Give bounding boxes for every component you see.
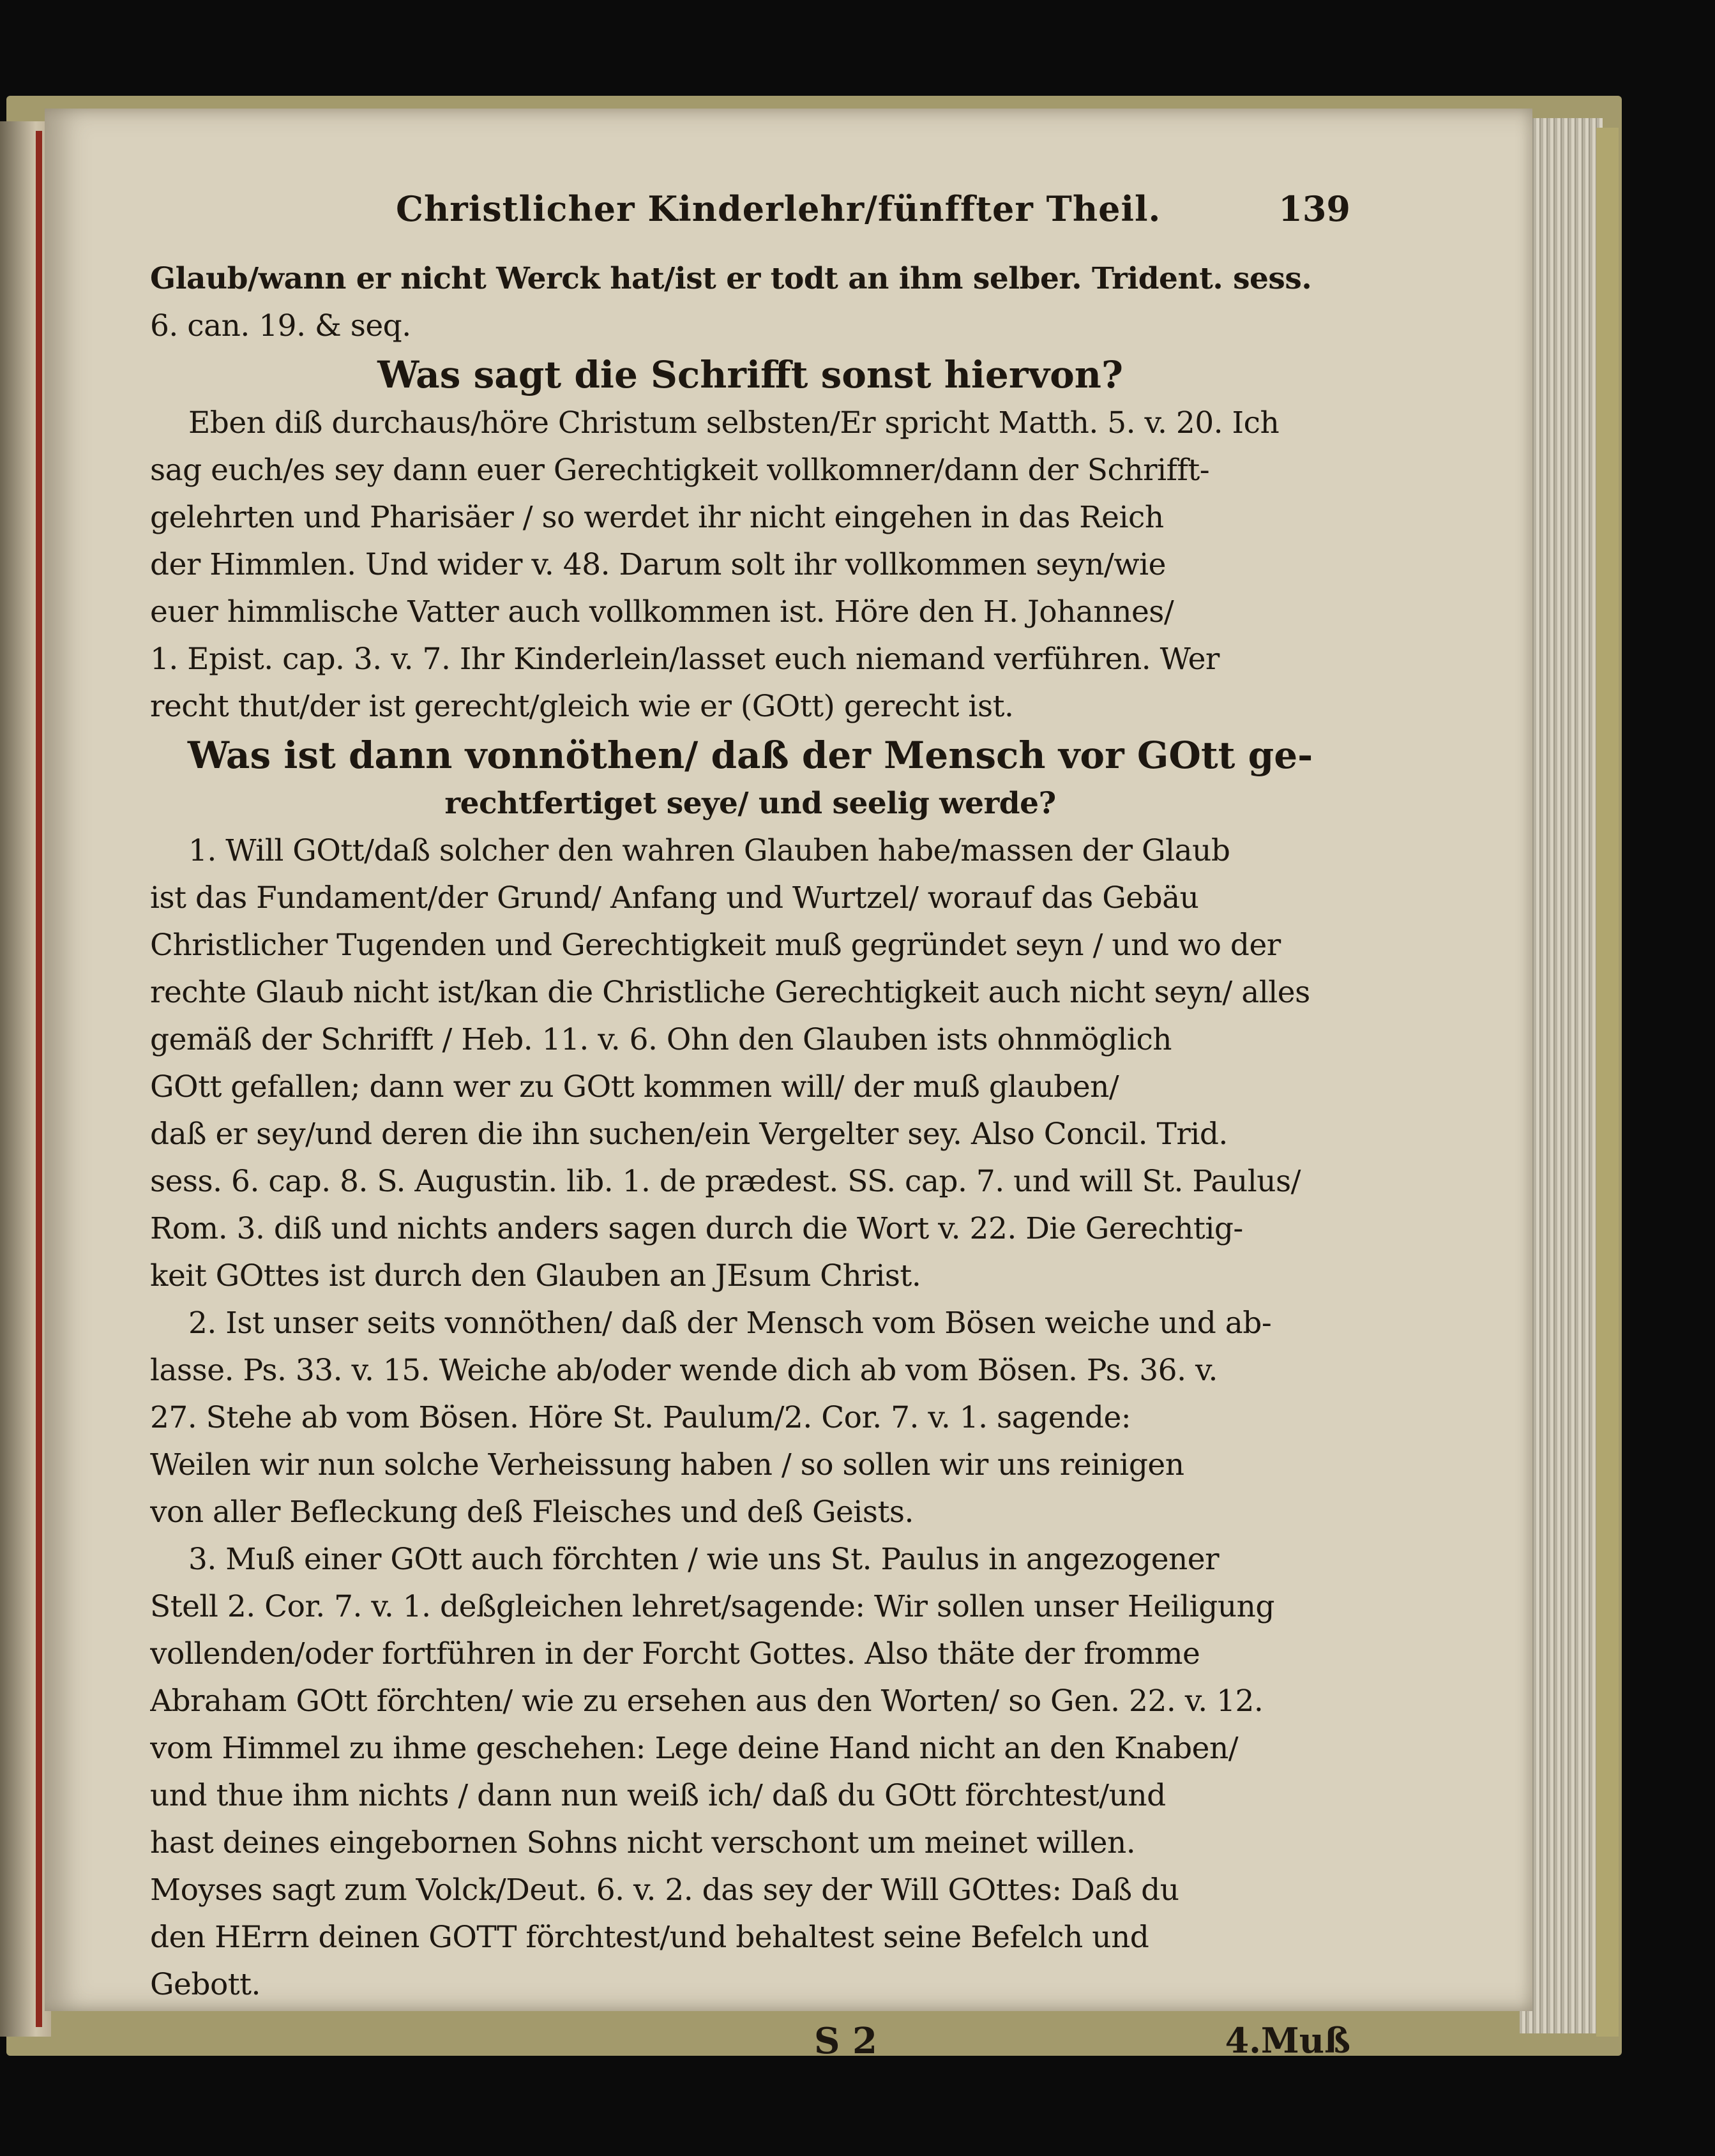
text-line: den HErrn deinen GOTT förchtest/und behaltest seine Befelch und	[150, 1920, 1149, 1955]
text-line: Gebott.	[150, 1967, 261, 2002]
text-line: 3. Muß einer GOtt auch förchten / wie uns St. Paulus in angezogener	[188, 1542, 1220, 1577]
text-line: sess. 6. cap. 8. S. Augustin. lib. 1. de prædest. SS. cap. 7. und will St. Paulus/	[150, 1164, 1301, 1199]
text-line: euer himmlische Vatter auch vollkommen ist. Höre den H. Johannes/	[150, 594, 1174, 629]
left-page-edge	[0, 121, 51, 2037]
text-line: rechte Glaub nicht ist/kan die Christliche Gerechtigkeit auch nicht seyn/ alles	[150, 975, 1310, 1010]
running-head: Christlicher Kinderlehr/fünffter Theil.	[396, 188, 1161, 229]
text-line: recht thut/der ist gerecht/gleich wie er (GOtt) gerecht ist.	[150, 689, 1014, 724]
cover-edge-right	[1596, 128, 1619, 2037]
text-line: ist das Fundament/der Grund/ Anfang und Wurtzel/ worauf das Gebäu	[150, 880, 1199, 916]
text-line: und thue ihm nichts / dann nun weiß ich/ daß du GOtt förchtest/und	[150, 1778, 1166, 1813]
text-line: Rom. 3. diß und nichts anders sagen durch die Wort v. 22. Die Gerechtig-	[150, 1211, 1243, 1246]
page-header	[150, 188, 1350, 255]
text-line: vollenden/oder fortführen in der Forcht Gottes. Also thäte der fromme	[150, 1636, 1200, 1671]
text-line: 6. can. 19. & seq.	[150, 308, 411, 343]
text-line: daß er sey/und deren die ihn suchen/ein Vergelter sey. Also Concil. Trid.	[150, 1117, 1228, 1152]
text-line: keit GOttes ist durch den Glauben an JEsum Christ.	[150, 1258, 921, 1293]
text-line: der Himmlen. Und wider v. 48. Darum solt ihr vollkommen seyn/wie	[150, 547, 1166, 582]
text-line: 1. Will GOtt/daß solcher den wahren Glauben habe/massen der Glaub	[188, 833, 1230, 868]
text-line: 2. Ist unser seits vonnöthen/ daß der Mensch vom Bösen weiche und ab-	[188, 1306, 1272, 1341]
question-heading-continuation: rechtfertiget seye/ und seelig werde?	[444, 786, 1056, 821]
question-heading: Was sagt die Schrifft sonst hiervon?	[377, 353, 1123, 396]
text-line: gemäß der Schrifft / Heb. 11. v. 6. Ohn den Glauben ists ohnmöglich	[150, 1022, 1172, 1057]
text-line: Christlicher Tugenden und Gerechtigkeit muß gegründet seyn / und wo der	[150, 928, 1281, 963]
question-heading: Was ist dann vonnöthen/ daß der Mensch vor GOtt ge-	[187, 734, 1313, 777]
text-line: sag euch/es sey dann euer Gerechtigkeit vollkomner/dann der Schrifft-	[150, 453, 1210, 488]
text-line: Eben diß durchaus/höre Christum selbsten/Er spricht Matth. 5. v. 20. Ich	[188, 405, 1280, 441]
signature-mark: S 2	[814, 2020, 877, 2062]
text-line: lasse. Ps. 33. v. 15. Weiche ab/oder wende dich ab vom Bösen. Ps. 36. v.	[150, 1353, 1218, 1388]
catchword: 4.Muß	[1225, 2020, 1350, 2061]
text-line: Abraham GOtt förchten/ wie zu ersehen aus den Worten/ so Gen. 22. v. 12.	[150, 1684, 1264, 1719]
body-text	[150, 255, 1350, 2009]
text-line: vom Himmel zu ihme geschehen: Lege deine Hand nicht an den Knaben/	[150, 1731, 1239, 1766]
text-line: hast deines eingebornen Sohns nicht verschont um meinet willen.	[150, 1825, 1136, 1860]
text-line: Stell 2. Cor. 7. v. 1. deßgleichen lehret/sagende: Wir sollen unser Heiligung	[150, 1589, 1274, 1624]
text-line: Weilen wir nun solche Verheissung haben / so sollen wir uns reinigen	[150, 1447, 1184, 1482]
text-line: von aller Befleckung deß Fleisches und deß Geists.	[150, 1495, 914, 1530]
page-number: 139	[1278, 188, 1350, 229]
text-line: 1. Epist. cap. 3. v. 7. Ihr Kinderlein/lasset euch niemand verführen. Wer	[150, 642, 1220, 677]
text-line: Glaub/wann er nicht Werck hat/ist er todt an ihm selber. Trident. sess.	[150, 261, 1312, 296]
red-page-edge	[36, 131, 42, 2027]
text-line: Moyses sagt zum Volck/Deut. 6. v. 2. das sey der Will GOttes: Daß du	[150, 1873, 1179, 1908]
text-line: GOtt gefallen; dann wer zu GOtt kommen will/ der muß glauben/	[150, 1069, 1119, 1104]
text-line: 27. Stehe ab vom Bösen. Höre St. Paulum/2. Cor. 7. v. 1. sagende:	[150, 1400, 1131, 1435]
page-text	[150, 188, 1350, 2077]
page-footer	[150, 2020, 1350, 2077]
text-line: gelehrten und Pharisäer / so werdet ihr nicht eingehen in das Reich	[150, 500, 1164, 535]
